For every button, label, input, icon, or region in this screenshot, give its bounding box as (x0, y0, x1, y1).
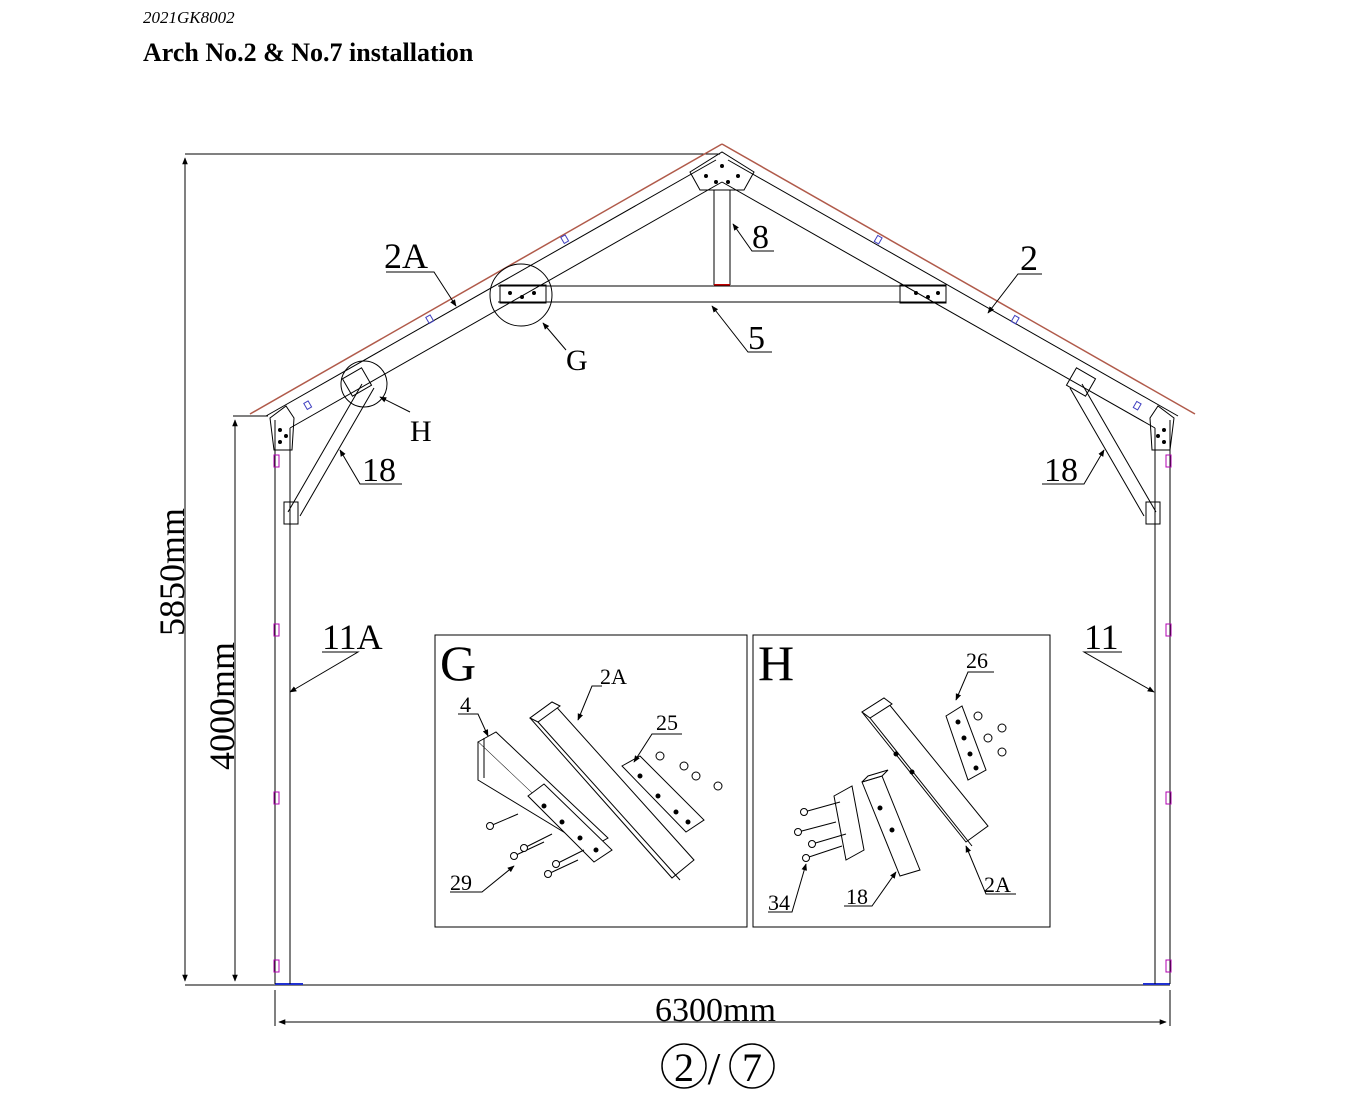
detail-g-label-29: 29 (450, 870, 472, 895)
detail-h-label-26: 26 (966, 648, 988, 673)
page-indicator-other: 7 (742, 1045, 762, 1090)
post-left (275, 420, 290, 984)
page-indicator-separator: / (707, 1043, 721, 1094)
label-rafter-2: 2 (1020, 238, 1038, 278)
label-brace-18-right: 18 (1044, 452, 1078, 489)
detail-h-panel (753, 635, 1050, 927)
detail-h-label-2A: 2A (984, 872, 1011, 897)
leader-11 (1084, 652, 1154, 692)
detail-h-title: H (758, 635, 795, 691)
dimension-width: 6300mm (655, 992, 776, 1029)
brace-right (1066, 368, 1160, 524)
tie-beam (498, 285, 946, 303)
apex-plate (690, 152, 754, 190)
label-post-11: 11 (1084, 617, 1119, 657)
document-code: 2021GK8002 (143, 8, 235, 27)
leader-H (380, 397, 410, 412)
dimension-wall-height: 4000mm (202, 641, 242, 770)
rafter-connectors (304, 235, 1141, 410)
detail-g-label-4: 4 (460, 692, 471, 717)
label-tie-beam-5: 5 (748, 320, 765, 357)
king-post (714, 190, 730, 285)
label-post-11A: 11A (322, 617, 383, 657)
detail-g-label-25: 25 (656, 710, 678, 735)
page-indicator (662, 1043, 774, 1094)
page-indicator-current: 2 (674, 1045, 694, 1090)
leader-G (543, 323, 566, 350)
leader-2 (988, 274, 1042, 313)
brace-left (284, 368, 374, 524)
dimension-total-height: 5850mm (152, 507, 192, 636)
detail-h-label-18: 18 (846, 884, 868, 909)
detail-g-title: G (440, 635, 477, 691)
leader-2A (386, 272, 456, 306)
page-title: Arch No.2 & No.7 installation (143, 38, 474, 67)
rafter-right (722, 160, 1178, 428)
label-detail-g: G (566, 344, 588, 377)
label-rafter-2A: 2A (384, 236, 428, 276)
label-brace-18-left: 18 (362, 452, 396, 489)
post-right (1155, 420, 1170, 984)
rafter-left (266, 160, 722, 428)
detail-h-circle (341, 361, 387, 407)
detail-g-label-2A: 2A (600, 664, 627, 689)
detail-g-circle (490, 264, 552, 326)
detail-g-panel (435, 635, 747, 927)
label-king-post-8: 8 (752, 219, 769, 256)
label-detail-h: H (410, 415, 432, 448)
roof-edge (250, 144, 1195, 414)
detail-h-label-34: 34 (768, 890, 790, 915)
leader-11A (290, 652, 358, 692)
